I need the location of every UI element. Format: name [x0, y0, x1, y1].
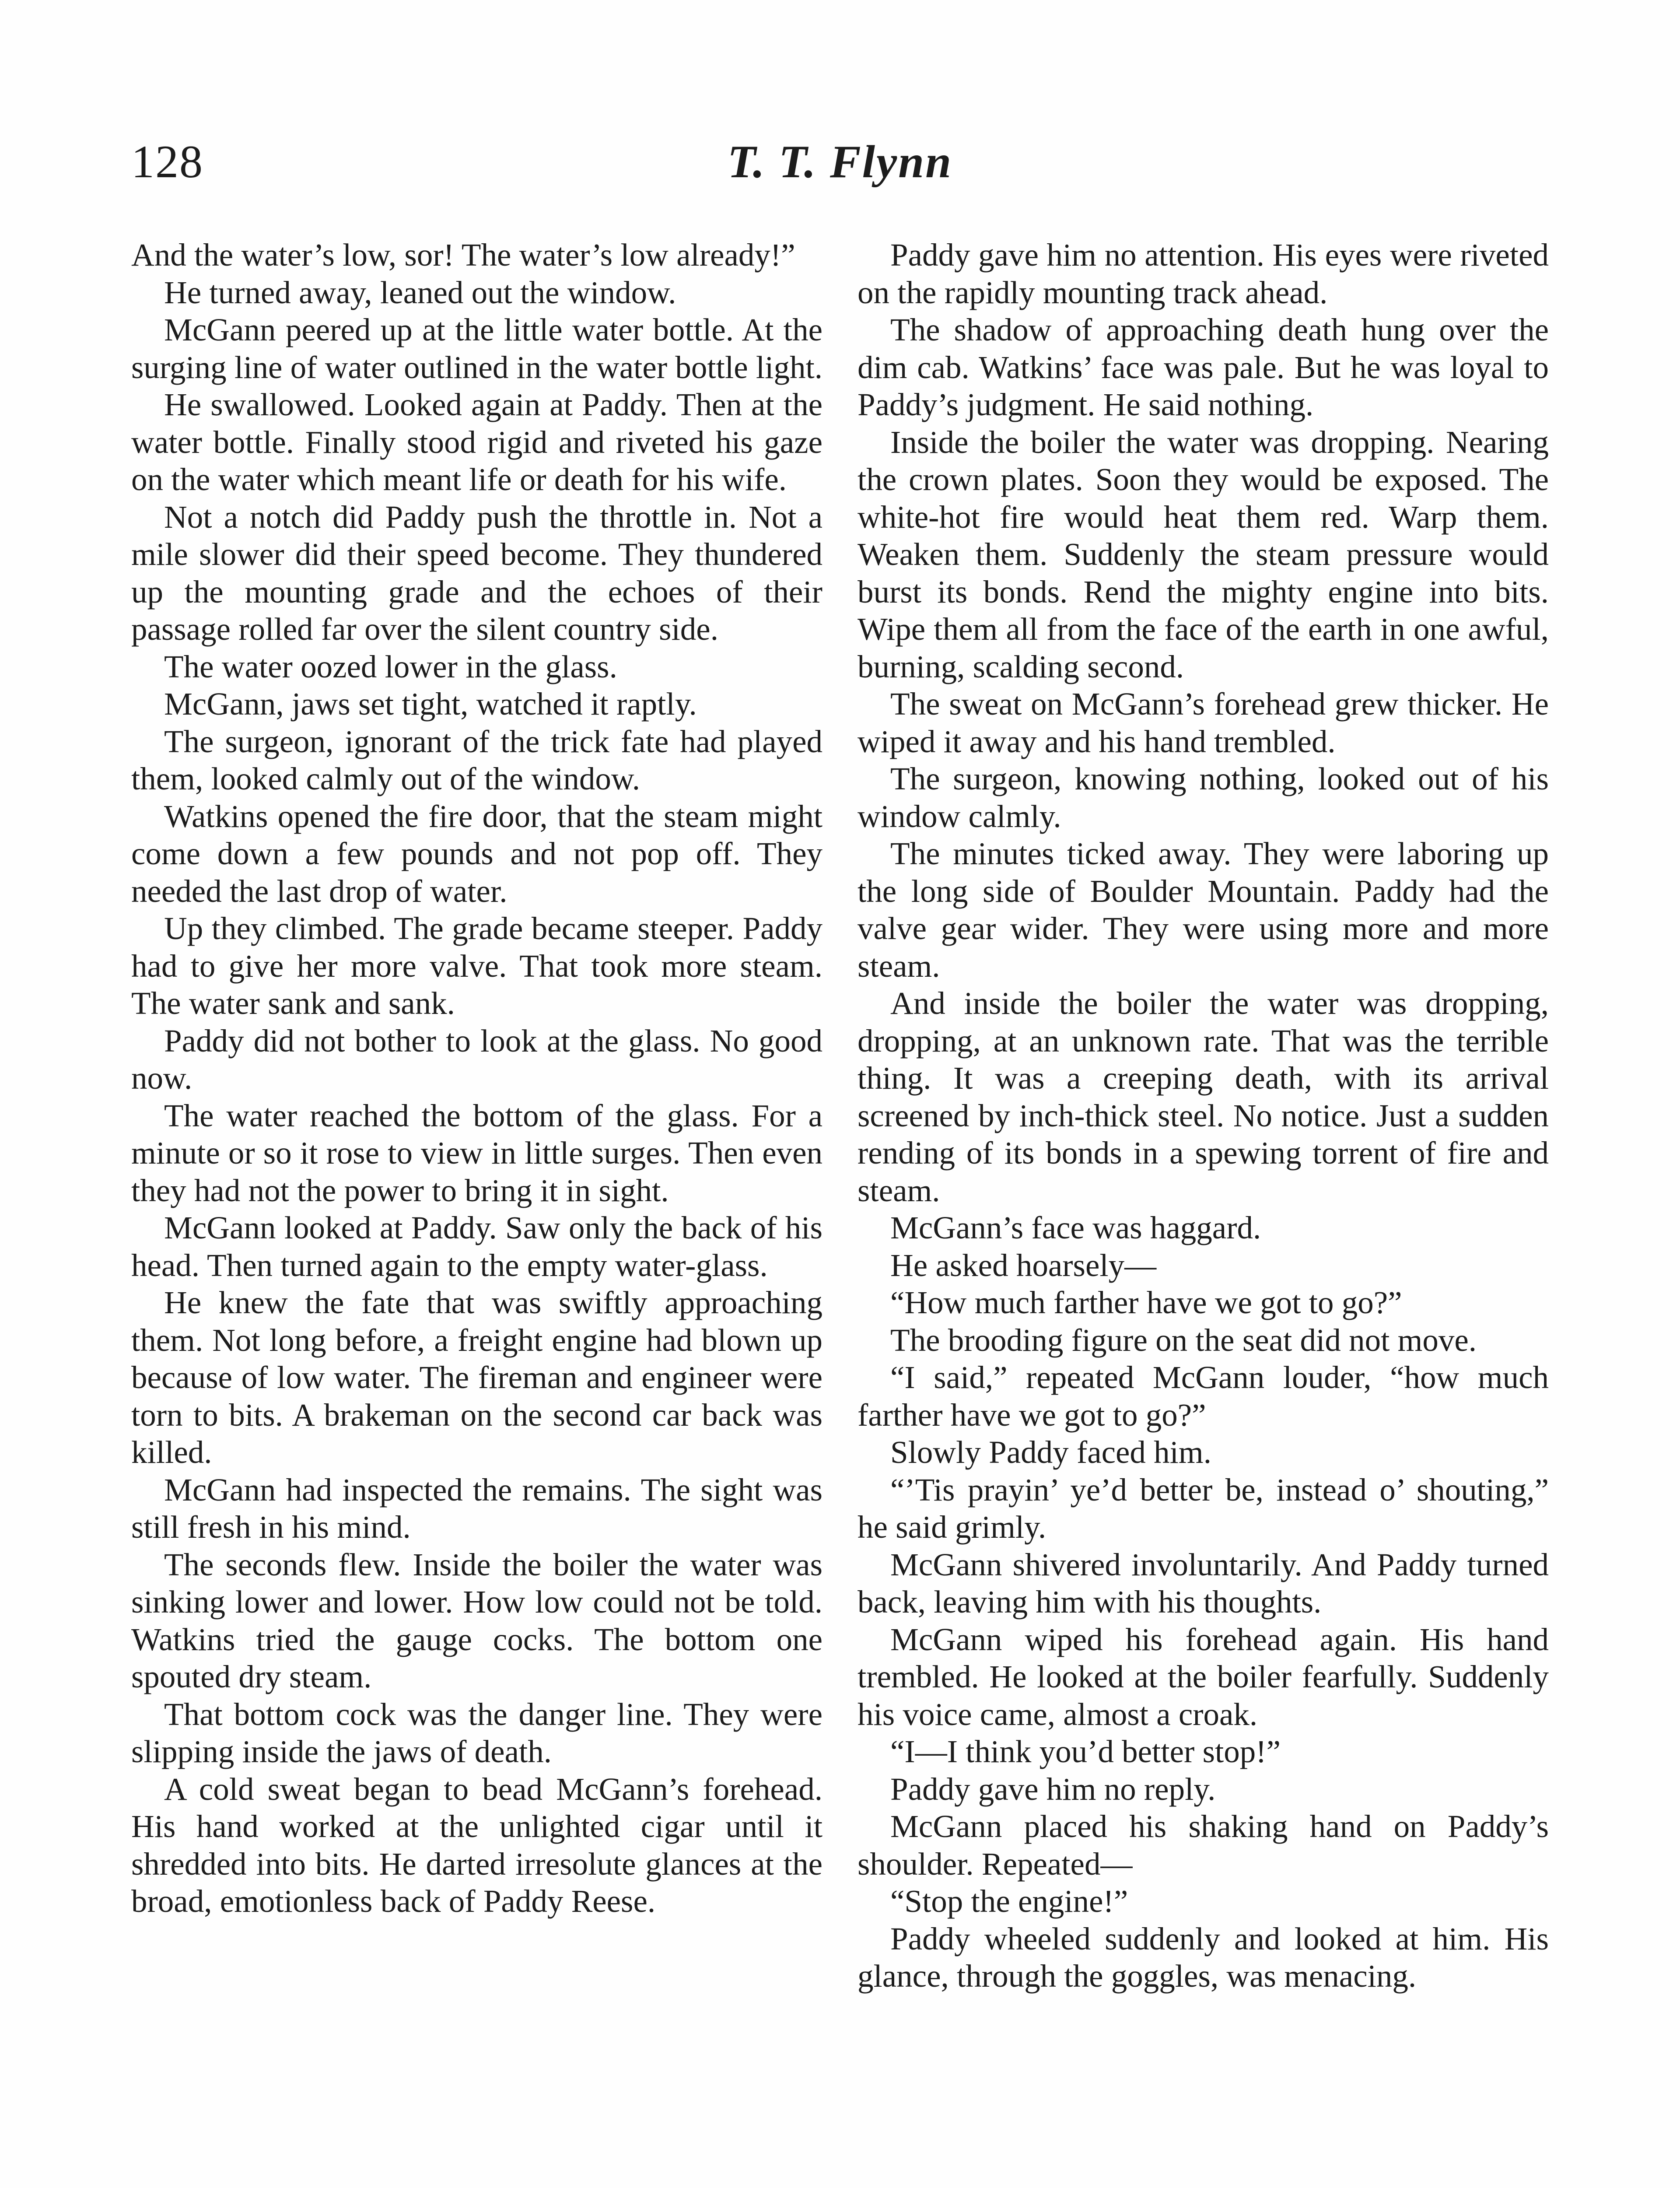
- paragraph: Paddy gave him no reply.: [890, 1771, 1216, 1807]
- paragraph: The seconds flew. Inside the boiler the water was sinking lower and lower. How low could not be told. Watkins tried the gauge cocks. The bottom one spouted dry steam.: [131, 1546, 822, 1694]
- paragraph: McGann’s face was haggard.: [890, 1210, 1261, 1245]
- paragraph: Paddy did not bother to look at the glass. No good now.: [131, 1023, 822, 1096]
- paragraph: And the water’s low, sor! The water’s low already!”: [131, 237, 795, 273]
- running-title: T. T. Flynn: [727, 136, 953, 187]
- page-header: [131, 136, 1549, 206]
- paragraph: “I said,” repeated McGann louder, “how much farther have we got to go?”: [858, 1360, 1549, 1433]
- paragraph: McGann looked at Paddy. Saw only the back of his head. Then turned again to the empty water-glass.: [131, 1210, 822, 1283]
- right-column: [858, 236, 1549, 1995]
- paragraph: That bottom cock was the danger line. They were slipping inside the jaws of death.: [131, 1696, 822, 1769]
- paragraph: Inside the boiler the water was dropping. Nearing the crown plates. Soon they would be exposed. The white-hot fire would heat them red. Warp them. Weaken them. Suddenly the steam pressure would burst its bonds. Rend the mighty engine into bits. Wipe them all from the face of the earth in one awful, burning, scalding second.: [858, 424, 1549, 684]
- paragraph: The shadow of approaching death hung over the dim cab. Watkins’ face was pale. But he was loyal to Paddy’s judgment. He said nothing.: [858, 312, 1549, 422]
- paragraph: Not a notch did Paddy push the throttle in. Not a mile slower did their speed become. They thundered up the mounting grade and the echoes of their passage rolled far over the silent country side.: [131, 499, 822, 647]
- paragraph: And inside the boiler the water was dropping, dropping, at an unknown rate. That was the terrible thing. It was a creeping death, with its arrival screened by inch-thick steel. No notice. Just a sudden rending of its bonds in a spewing torrent of fire and steam.: [858, 985, 1549, 1208]
- paragraph: The sweat on McGann’s forehead grew thicker. He wiped it away and his hand trembled.: [858, 686, 1549, 759]
- paragraph: He swallowed. Looked again at Paddy. Then at the water bottle. Finally stood rigid and riveted his gaze on the water which meant life or death for his wife.: [131, 387, 822, 497]
- paragraph: “Stop the engine!”: [890, 1883, 1128, 1919]
- paragraph: Up they climbed. The grade became steeper. Paddy had to give her more valve. That took more steam. The water sank and sank.: [131, 911, 822, 1021]
- page-number: 128: [131, 136, 203, 187]
- paragraph: Slowly Paddy faced him.: [890, 1434, 1211, 1470]
- paragraph: McGann wiped his forehead again. His hand trembled. He looked at the boiler fearfully. Suddenly his voice came, almost a croak.: [858, 1621, 1549, 1732]
- paragraph: He turned away, leaned out the window.: [164, 274, 676, 310]
- left-column: [131, 236, 822, 1920]
- paragraph: McGann, jaws set tight, watched it raptly.: [164, 686, 697, 722]
- paragraph: The minutes ticked away. They were laboring up the long side of Boulder Mountain. Paddy had the valve gear wider. They were using more and more steam.: [858, 836, 1549, 984]
- paragraph: The surgeon, ignorant of the trick fate had played them, looked calmly out of the window.: [131, 723, 822, 796]
- paragraph: “’Tis prayin’ ye’d better be, instead o’ shouting,” he said grimly.: [858, 1472, 1549, 1545]
- paragraph: “I—I think you’d better stop!”: [890, 1734, 1281, 1769]
- paragraph: The water oozed lower in the glass.: [164, 649, 617, 684]
- paragraph: “How much farther have we got to go?”: [890, 1285, 1402, 1320]
- paragraph: He asked hoarsely—: [890, 1247, 1157, 1283]
- paragraph: McGann placed his shaking hand on Paddy’s shoulder. Repeated—: [858, 1809, 1549, 1882]
- paragraph: Watkins opened the fire door, that the steam might come down a few pounds and not pop off. They needed the last drop of water.: [131, 798, 822, 909]
- paragraph: The water reached the bottom of the glass. For a minute or so it rose to view in little surges. Then even they had not the power to bring it in sight.: [131, 1098, 822, 1208]
- paragraph: The surgeon, knowing nothing, looked out of his window calmly.: [858, 761, 1549, 834]
- paragraph: McGann shivered involuntarily. And Paddy turned back, leaving him with his thoughts.: [858, 1546, 1549, 1620]
- paragraph: Paddy wheeled suddenly and looked at him. His glance, through the goggles, was menacing.: [858, 1921, 1549, 1994]
- paragraph: Paddy gave him no attention. His eyes were riveted on the rapidly mounting track ahead.: [858, 237, 1549, 310]
- paragraph: A cold sweat began to bead McGann’s forehead. His hand worked at the unlighted cigar until it shredded into bits. He darted irresolute glances at the broad, emotionless back of Paddy Reese.: [131, 1771, 822, 1919]
- paragraph: He knew the fate that was swiftly approaching them. Not long before, a freight engine had blown up because of low water. The fireman and engineer were torn to bits. A brakeman on the second car back was killed.: [131, 1285, 822, 1470]
- paragraph: McGann had inspected the remains. The sight was still fresh in his mind.: [131, 1472, 822, 1545]
- paragraph: The brooding figure on the seat did not move.: [890, 1322, 1477, 1358]
- paragraph: McGann peered up at the little water bottle. At the surging line of water outlined in the water bottle light.: [131, 312, 822, 385]
